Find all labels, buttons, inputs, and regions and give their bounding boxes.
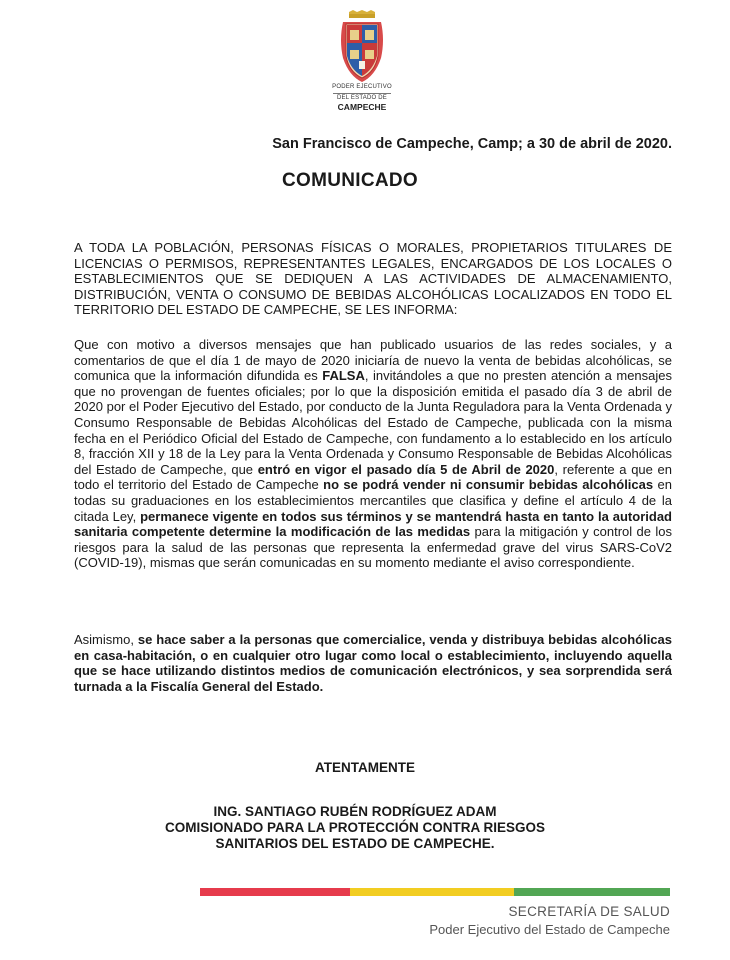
footer-department: SECRETARÍA DE SALUD — [508, 904, 670, 919]
main-paragraph-text: para la mitigación y control de los riesgos para la salud de las personas que representa la enfermedad grave del virus SARS-CoV2 (COVID-19), mismas que serán comunicadas en su momento mediante el aviso correspondiente. — [74, 524, 672, 571]
band-red-segment — [200, 888, 350, 896]
prohibition-emphasis: no se podrá vender ni consumir bebidas alcohólicas — [323, 477, 654, 493]
footer-color-band — [200, 888, 670, 896]
main-paragraph-text: en todas su graduaciones en los establecimientos mercantiles que clasifica y define el artículo 4 de la citada Ley, — [74, 477, 672, 524]
band-yellow-segment — [350, 888, 514, 896]
main-paragraph-text: , invitándoles a que no presten atención a mensajes que no provengan de fuentes oficiales; por lo que la disposición emitida el pasado día 3 de abril de 2020 por el Poder Ejecutivo del Estado, por conducto de la Junta Reguladora para la Venta Ordenada y Consumo Responsable de Bebidas Alcohólicas del Estado de Campeche, publicada con la misma fecha en el Periódico Oficial del Estado de Campeche, con fundamento a lo establecido en los artículo 8, fracción XII y 18 de la Ley para la Venta Ordenada y Consumo Responsable de Bebidas Alcohólicas del Estado de Campeche, que — [74, 368, 673, 477]
falsa-emphasis: FALSA — [322, 368, 365, 384]
closing-atentamente: ATENTAMENTE — [315, 760, 415, 775]
signatory-name: ING. SANTIAGO RUBÉN RODRÍGUEZ ADAM — [213, 804, 497, 819]
warning-emphasis: se hace saber a la personas que comercialice, venda y distribuya bebidas alcohólicas en casa-habitación, o en cualquier otro lugar como local o establecimiento, incluyendo aquella que se hace utilizando distintos medios de comunicación electrónicos, y sea sorprendida será turnada a la Fiscalía General del Estado. — [74, 632, 672, 694]
effective-date-emphasis: entró en vigor el pasado día 5 de Abril de 2020 — [257, 461, 555, 477]
logo-text-line-1: PODER EJECUTIVO — [332, 84, 392, 90]
logo-text-line-2: DEL ESTADO DE — [337, 95, 387, 101]
validity-emphasis: permanece vigente en todos sus términos y se mantendrá hasta en tanto la autoridad sanitaria competente determine la modificación de las medidas — [74, 508, 672, 540]
document-title: COMUNICADO — [282, 170, 418, 191]
logo-text-line-3: CAMPECHE — [337, 102, 387, 112]
warning-paragraph-lead: Asimismo, — [74, 632, 138, 647]
intro-paragraph: A TODA LA POBLACIÓN, PERSONAS FÍSICAS O MORALES, PROPIETARIOS TITULARES DE LICENCIAS O PERMISOS, REPRESENTANTES LEGALES, ENCARGADOS DE LOS LOCALES O ESTABLECIMIENTOS QUE SE DEDIQUEN A LAS ACTIVIDADES DE ALMACENAMIENTO, DISTRIBUCIÓN, VENTA O CONSUMO DE BEBIDAS ALCOHÓLICAS LOCALIZADOS EN TODO EL TERRITORIO DEL ESTADO DE CAMPECHE, SE LES INFORMA: — [74, 240, 672, 318]
signature-block — [0, 804, 720, 852]
signatory-role-line-1: COMISIONADO PARA LA PROTECCIÓN CONTRA RIESGOS — [164, 820, 545, 835]
coat-of-arms-logo — [322, 10, 402, 112]
main-paragraph-text: Que con motivo a diversos mensajes que han publicado usuarios de las redes sociales, y a comentarios de que el día 1 de mayo de 2020 iniciaría de nuevo la venta de bebidas alcohólicas, se comunica que la información difundida es — [74, 337, 672, 384]
dateline: San Francisco de Campeche, Camp; a 30 de abril de 2020. — [272, 136, 672, 152]
logo-divider — [333, 93, 391, 94]
main-paragraph-text: , referente a que en todo el territorio del Estado de Campeche — [74, 461, 672, 493]
warning-paragraph — [74, 632, 672, 694]
signatory-role-line-2: SANITARIOS DEL ESTADO DE CAMPECHE. — [215, 836, 495, 851]
band-green-segment — [514, 888, 670, 896]
campeche-shield-icon — [339, 10, 385, 84]
main-paragraph — [74, 337, 672, 571]
footer-subtitle: Poder Ejecutivo del Estado de Campeche — [429, 922, 670, 937]
